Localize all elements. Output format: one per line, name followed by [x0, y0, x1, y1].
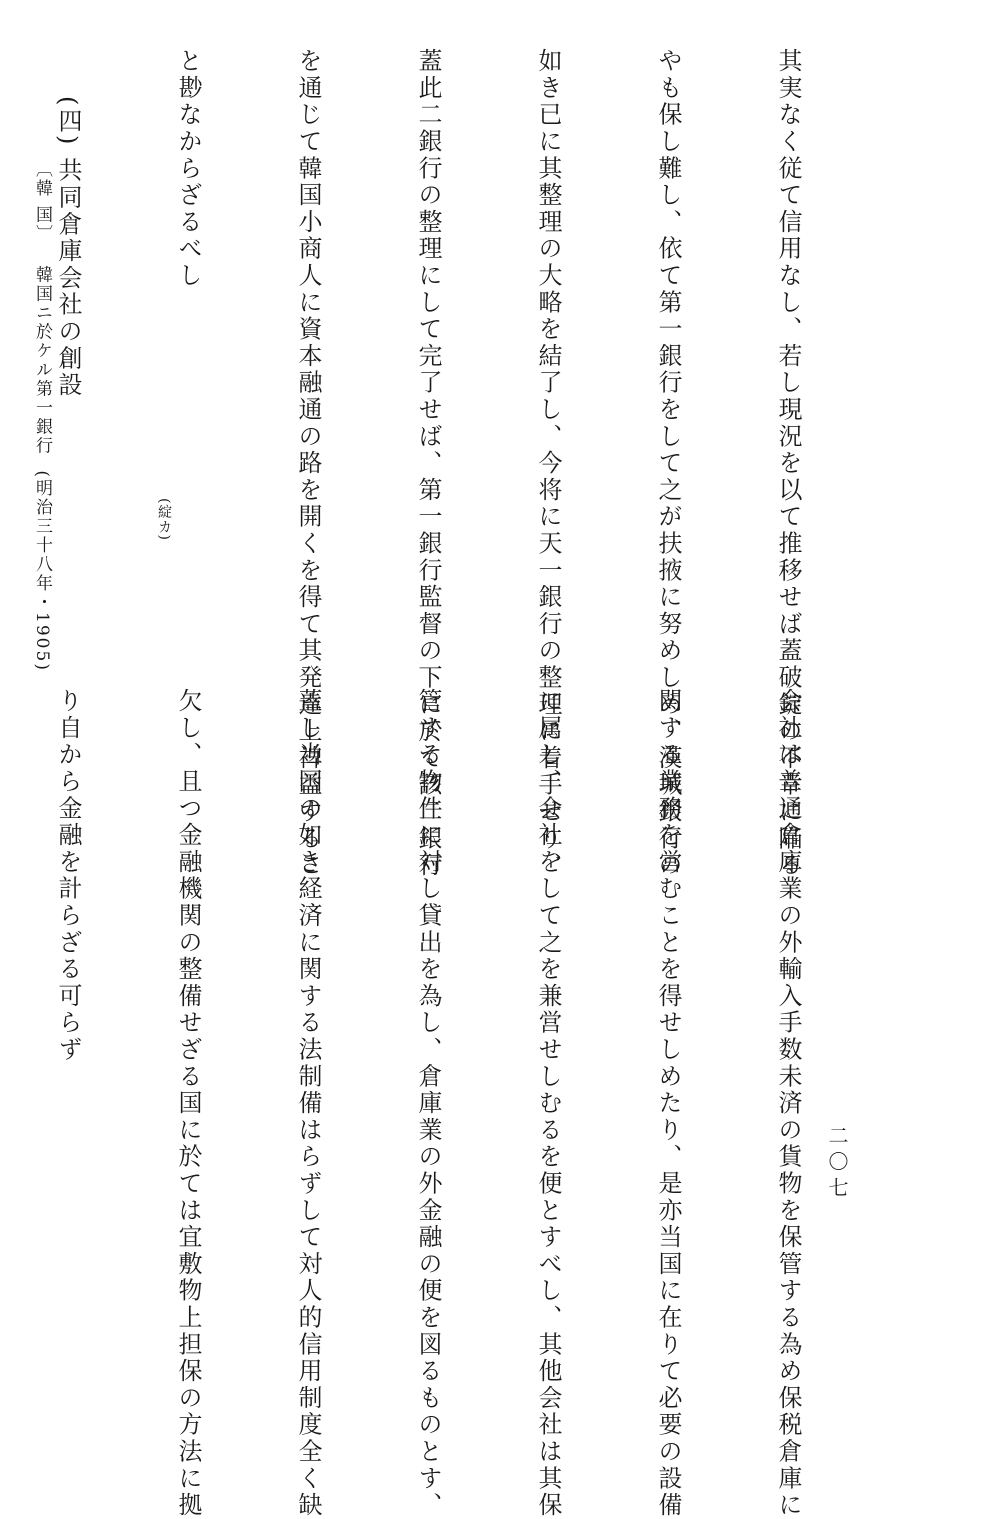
section-heading-4: (四) 共同倉庫会社の創設	[54, 96, 82, 399]
text-line: やも保し難し、依て第一銀行をして之が扶掖に努めしめ、漢城銀行の	[654, 48, 682, 879]
text-line: 管する物件に対し貸出を為し、倉庫業の外金融の便を図るものとす、	[414, 688, 442, 1519]
text-line: と尠なからざるべし	[174, 48, 202, 290]
text-line: 如き已に其整理の大略を結了し、今将に天一銀行の整理に着手せり、	[534, 48, 562, 879]
text-line: 関する業務を営むことを得せしめたり、是亦当国に在りて必要の設備	[654, 688, 682, 1519]
text-line: 其実なく従て信用なし、若し現況を以て推移せば蓋破錠の不幸に陥る	[774, 48, 802, 879]
text-line: 欠し、且つ金融機関の整備せざる国に於ては宜敷物上担保の方法に拠	[174, 688, 202, 1519]
text-line: り自から金融を計らざる可らず	[54, 688, 82, 1064]
running-head: 〔韓 国〕 韓国ニ於ケル第一銀行 (明治三十八年・1905)	[32, 160, 52, 672]
page-number: 二〇七	[825, 1125, 849, 1203]
text-line: 会社は普通倉庫業の外輸入手数未済の貨物を保管する為め保税倉庫に	[774, 688, 802, 1519]
editorial-annotation: (綻カ)	[156, 498, 172, 541]
lower-text-block	[54, 688, 888, 1519]
text-line: 蓋し当国の如き経済に関する法制備はらずして対人的信用制度全く缺	[294, 688, 322, 1519]
text-line: 蓋此二銀行の整理にして完了せば、第一銀行監督の下に於て該二銀行	[414, 48, 442, 879]
text-line: に属し、会社をして之を兼営せしむるを便とすべし、其他会社は其保	[534, 688, 562, 1519]
text-line: を通じて韓国小商人に資本融通の路を開くを得て其発達上裨益するこ	[294, 48, 322, 879]
